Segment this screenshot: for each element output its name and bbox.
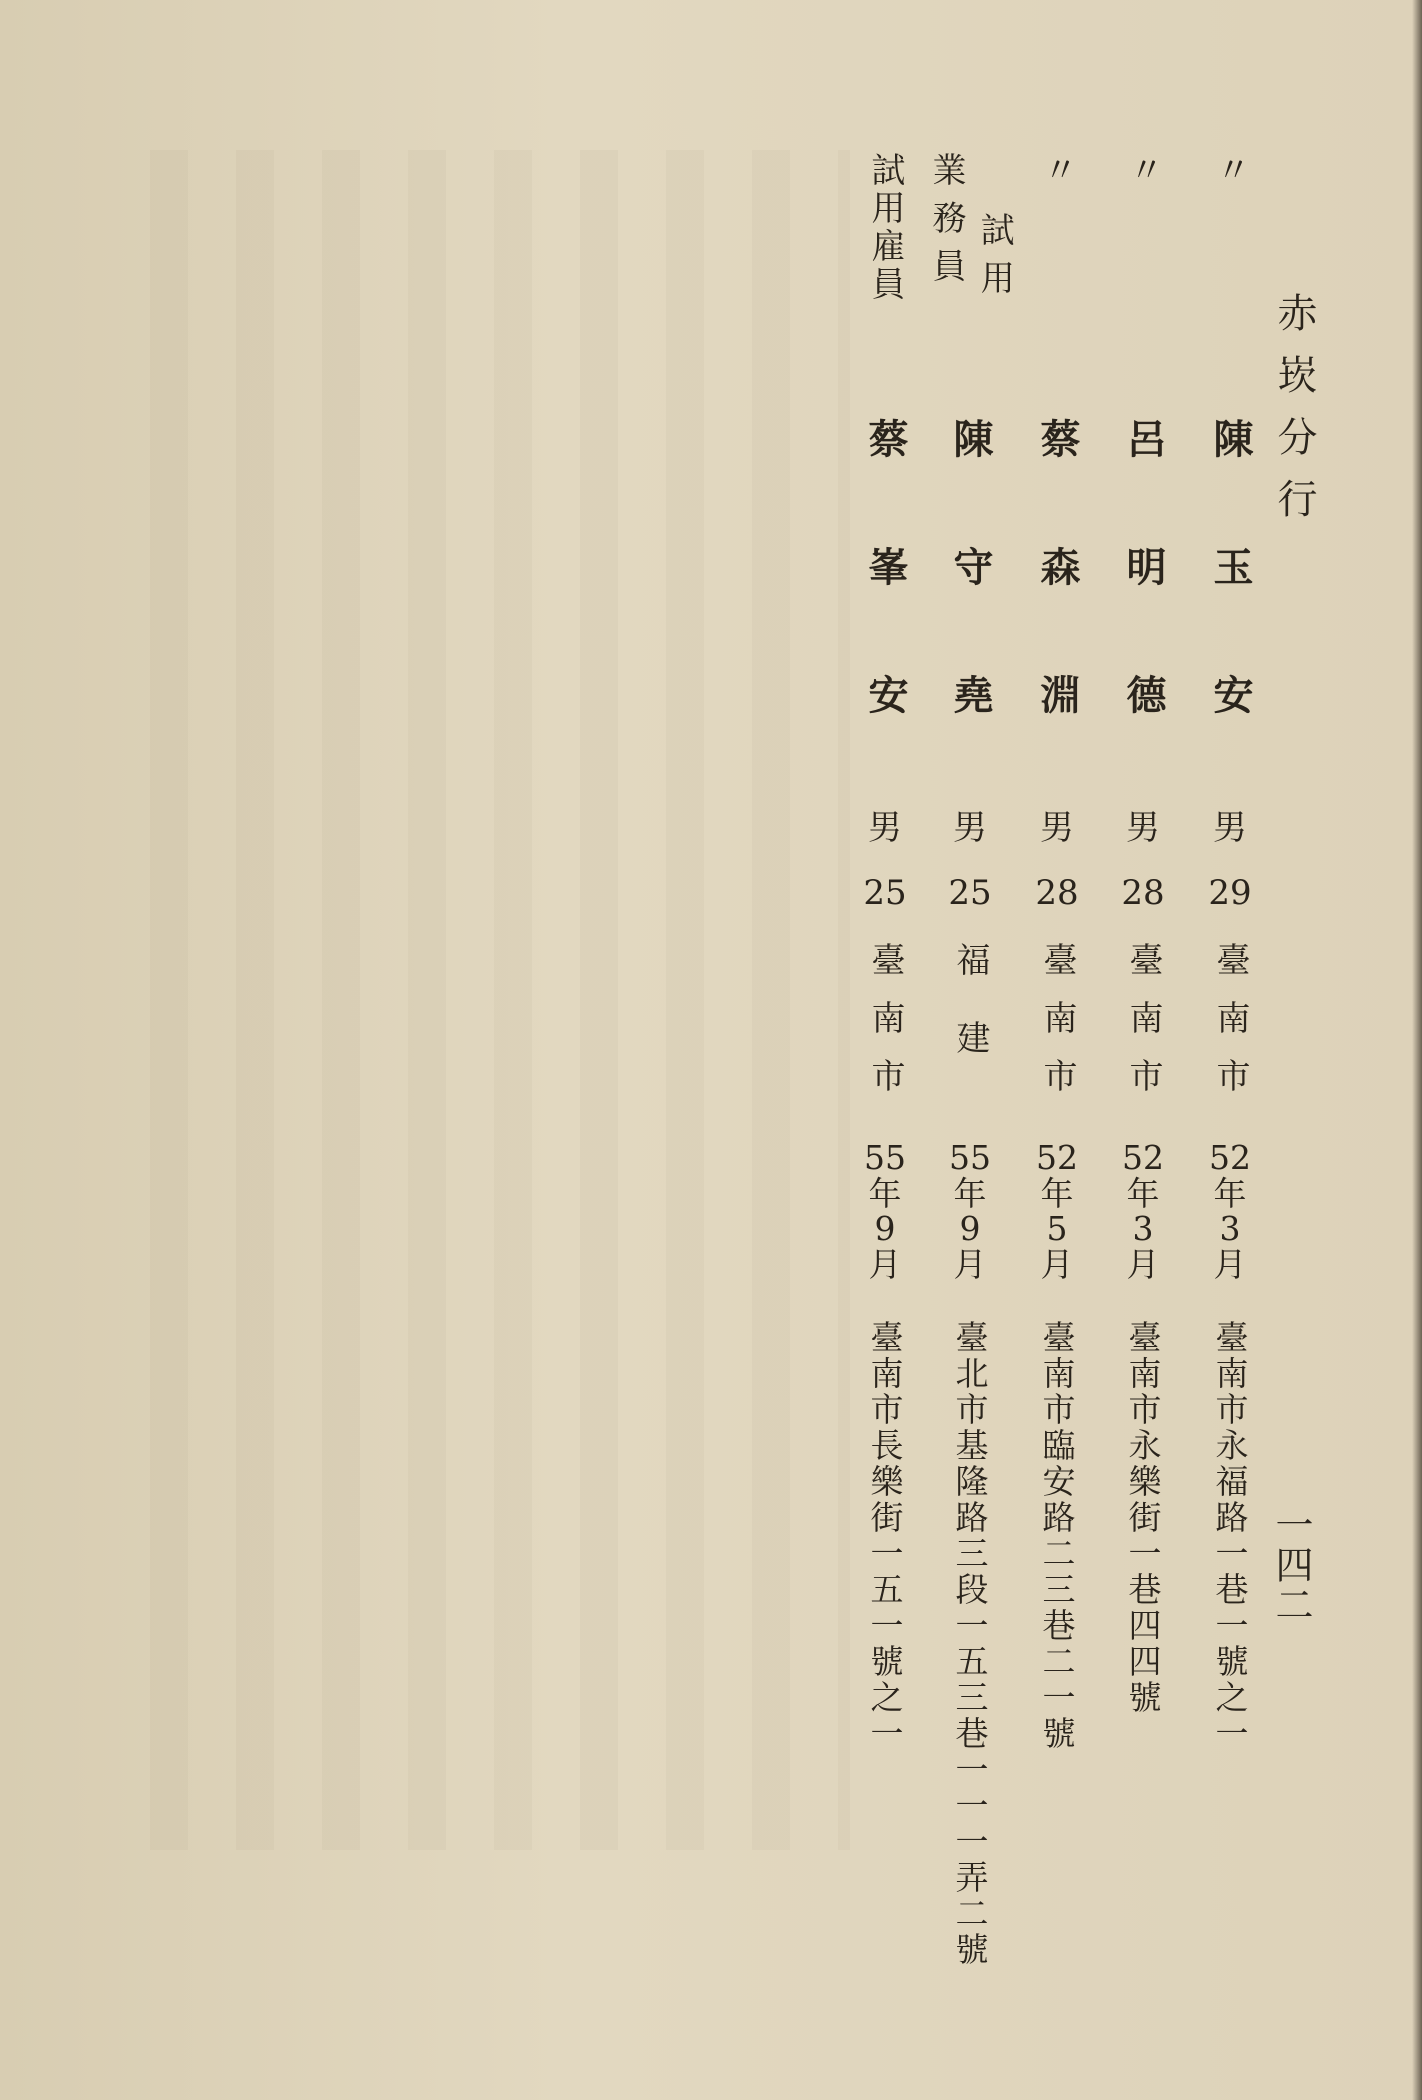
branch-title: 赤崁分行 [1271, 292, 1317, 540]
bleed-through-texture [150, 150, 850, 1850]
date-cell [1209, 1140, 1251, 1283]
month-value: 3 [1219, 1209, 1241, 1249]
date-cell [1122, 1140, 1164, 1283]
month-unit: 月 [1126, 1244, 1160, 1284]
page-number: 一四二 [1269, 1505, 1313, 1625]
gender-cell: 男 [953, 808, 987, 848]
page-edge-shadow [1412, 0, 1422, 2100]
date-cell [949, 1140, 991, 1283]
gender-cell: 男 [1213, 808, 1247, 848]
year-value: 52 [1122, 1138, 1164, 1177]
name-cell: 呂明德 [1120, 418, 1167, 802]
age-cell: 28 [1035, 873, 1079, 913]
month-value: 9 [874, 1209, 896, 1249]
origin-cell: 福建 [950, 942, 990, 1098]
position-cell: 〃 [1037, 152, 1077, 190]
year-unit: 年 [1126, 1173, 1160, 1213]
gender-cell: 男 [868, 808, 902, 848]
record-row [850, 0, 920, 2100]
name-cell: 陳玉安 [1207, 418, 1254, 802]
address-cell: 臺南市永福路一巷一號之一 [1210, 1320, 1250, 1752]
date-cell [1036, 1140, 1078, 1283]
year-value: 52 [1036, 1138, 1078, 1177]
address-cell: 臺南市長樂街一五一號之一 [865, 1320, 905, 1752]
year-value: 55 [864, 1138, 906, 1177]
origin-cell: 臺南市 [1037, 942, 1077, 1116]
position-cell-b: 業務員 [926, 152, 966, 296]
record-row [1195, 0, 1265, 2100]
gender-cell: 男 [1040, 808, 1074, 848]
age-cell: 28 [1121, 873, 1165, 913]
age-cell: 25 [948, 873, 992, 913]
name-cell: 蔡峯安 [862, 418, 909, 802]
month-unit: 月 [1040, 1244, 1074, 1284]
year-value: 55 [949, 1138, 991, 1177]
gender-cell: 男 [1126, 808, 1160, 848]
origin-cell: 臺南市 [1123, 942, 1163, 1116]
age-cell: 25 [863, 873, 907, 913]
origin-cell: 臺南市 [1210, 942, 1250, 1116]
year-unit: 年 [953, 1173, 987, 1213]
position-cell-a: 試用 [974, 212, 1015, 308]
position-cell: 試用雇員 [865, 152, 905, 304]
address-cell: 臺北市基隆路三段一五三巷一一一弄二號 [950, 1320, 990, 1968]
month-value: 9 [959, 1209, 981, 1249]
address-cell: 臺南市臨安路二三巷二一號 [1037, 1320, 1077, 1752]
position-cell: 〃 [1123, 152, 1163, 190]
month-unit: 月 [1213, 1244, 1247, 1284]
name-cell: 蔡森淵 [1034, 418, 1081, 802]
age-cell: 29 [1208, 873, 1252, 913]
year-unit: 年 [1213, 1173, 1247, 1213]
year-unit: 年 [1040, 1173, 1074, 1213]
year-value: 52 [1209, 1138, 1251, 1177]
month-unit: 月 [953, 1244, 987, 1284]
date-cell [864, 1140, 906, 1283]
month-value: 3 [1132, 1209, 1154, 1249]
month-value: 5 [1046, 1209, 1068, 1249]
address-cell: 臺南市永樂街一巷四四號 [1123, 1320, 1163, 1716]
position-cell: 〃 [1210, 152, 1250, 190]
year-unit: 年 [868, 1173, 902, 1213]
record-row [926, 0, 1015, 2100]
month-unit: 月 [868, 1244, 902, 1284]
record-row [1108, 0, 1178, 2100]
origin-cell: 臺南市 [865, 942, 905, 1116]
name-cell: 陳守堯 [947, 418, 994, 802]
